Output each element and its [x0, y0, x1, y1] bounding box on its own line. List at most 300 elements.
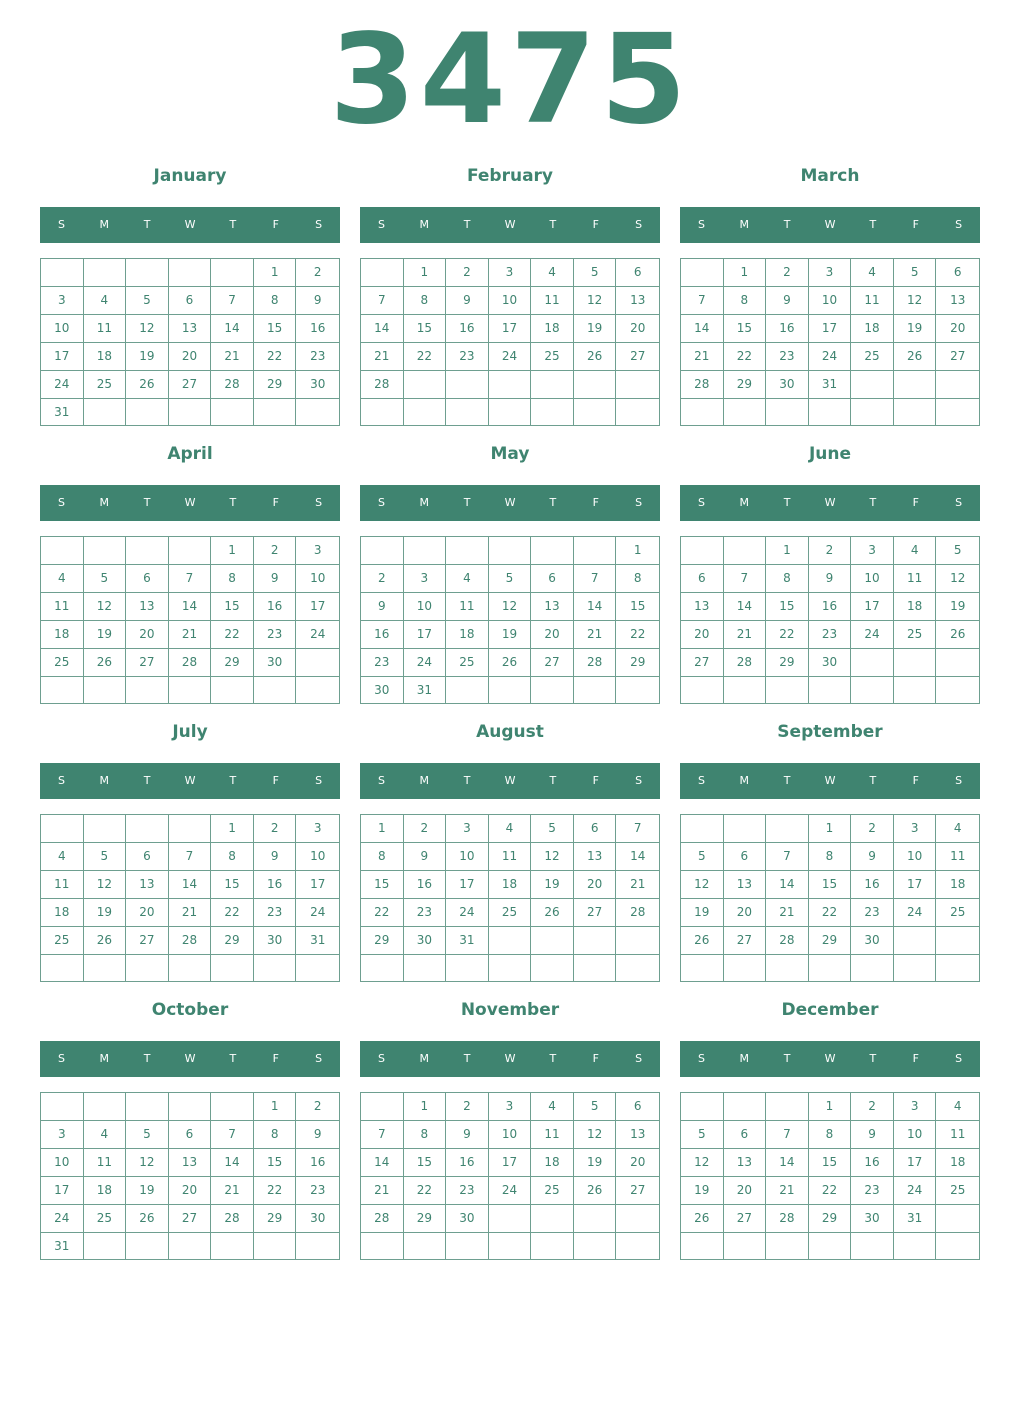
empty-day-cell: [681, 1233, 724, 1259]
weekday-label: M: [419, 774, 430, 787]
empty-day-cell: [211, 1233, 254, 1260]
day-cell: 18: [851, 315, 894, 343]
day-cell: 31: [446, 927, 489, 955]
day-cell: 22: [254, 343, 297, 371]
day-cell: 14: [211, 315, 254, 343]
day-cell: 2: [809, 537, 852, 565]
day-cell: 30: [296, 371, 339, 399]
day-cell: 29: [809, 927, 852, 955]
weekday-label: S: [377, 774, 385, 787]
day-cell: 17: [446, 871, 489, 899]
empty-day-cell: [851, 677, 894, 703]
day-cell: 21: [766, 1177, 809, 1205]
day-cell: 10: [809, 287, 852, 315]
day-cell: 23: [296, 1177, 339, 1205]
day-cell: 13: [724, 871, 767, 899]
empty-day-cell: [574, 927, 617, 955]
empty-day-cell: [169, 1233, 212, 1260]
day-cell: 31: [809, 371, 852, 399]
day-cell: 11: [851, 287, 894, 315]
day-cell: 19: [126, 1177, 169, 1205]
day-cell: 11: [41, 593, 84, 621]
day-cell: 21: [211, 343, 254, 371]
empty-day-cell: [766, 1233, 809, 1259]
day-cell: 8: [809, 843, 852, 871]
empty-day-cell: [489, 1233, 532, 1259]
weekday-label: S: [57, 218, 65, 231]
day-cell: 8: [211, 843, 254, 871]
empty-day-cell: [211, 955, 254, 981]
day-cell: 28: [766, 1205, 809, 1233]
weekday-label: F: [912, 218, 919, 231]
day-cell: 8: [211, 565, 254, 593]
weekday-label: S: [697, 1052, 705, 1065]
weekday-label: T: [869, 218, 877, 231]
weekday-label: W: [184, 496, 196, 509]
day-cell: 10: [404, 593, 447, 621]
day-grid: [40, 258, 340, 426]
month-title: April: [167, 444, 213, 464]
weekday-header: [680, 1041, 980, 1077]
day-cell: 19: [489, 621, 532, 649]
weekday-label: W: [824, 1052, 836, 1065]
day-cell: 30: [446, 1205, 489, 1233]
day-cell: 31: [41, 399, 84, 426]
day-cell: 26: [681, 1205, 724, 1233]
day-cell: 24: [851, 621, 894, 649]
weekday-label: T: [463, 496, 471, 509]
day-cell: 16: [404, 871, 447, 899]
day-cell: 11: [84, 315, 127, 343]
empty-day-cell: [169, 537, 212, 565]
day-cell: 20: [126, 899, 169, 927]
month-title: October: [151, 1000, 229, 1020]
empty-day-cell: [41, 815, 84, 843]
day-cell: 26: [574, 1177, 617, 1205]
day-cell: 17: [296, 871, 339, 899]
day-cell: 3: [809, 259, 852, 287]
empty-day-cell: [489, 399, 532, 425]
empty-day-cell: [851, 399, 894, 425]
day-cell: 27: [616, 343, 659, 371]
day-cell: 30: [851, 1205, 894, 1233]
empty-day-cell: [574, 1205, 617, 1233]
empty-day-cell: [404, 537, 447, 565]
day-cell: 19: [531, 871, 574, 899]
empty-day-cell: [446, 371, 489, 399]
empty-day-cell: [361, 955, 404, 981]
day-cell: 7: [169, 565, 212, 593]
day-cell: 28: [169, 927, 212, 955]
weekday-label: S: [57, 496, 65, 509]
weekday-label: T: [549, 1052, 557, 1065]
day-cell: 22: [766, 621, 809, 649]
empty-day-cell: [41, 677, 84, 703]
empty-day-cell: [169, 955, 212, 981]
day-cell: 27: [724, 1205, 767, 1233]
day-cell: 14: [361, 1149, 404, 1177]
empty-day-cell: [169, 677, 212, 703]
day-cell: 9: [361, 593, 404, 621]
empty-day-cell: [766, 815, 809, 843]
weekday-label: T: [783, 218, 791, 231]
empty-day-cell: [574, 399, 617, 425]
empty-day-cell: [126, 537, 169, 565]
day-cell: 1: [254, 259, 297, 287]
day-cell: 3: [489, 259, 532, 287]
day-cell: 11: [84, 1149, 127, 1177]
weekday-label: T: [463, 774, 471, 787]
weekday-label: M: [419, 1052, 430, 1065]
weekday-label: F: [272, 1052, 279, 1065]
day-cell: 9: [296, 1121, 339, 1149]
day-cell: 28: [681, 371, 724, 399]
weekday-label: W: [504, 774, 516, 787]
empty-day-cell: [894, 649, 937, 677]
day-cell: 27: [169, 371, 212, 399]
day-cell: 2: [254, 815, 297, 843]
day-cell: 10: [894, 843, 937, 871]
day-cell: 29: [361, 927, 404, 955]
empty-day-cell: [724, 1093, 767, 1121]
day-cell: 29: [809, 1205, 852, 1233]
day-cell: 10: [41, 1149, 84, 1177]
day-cell: 1: [254, 1093, 297, 1121]
day-cell: 8: [404, 1121, 447, 1149]
weekday-label: M: [419, 496, 430, 509]
weekday-label: T: [549, 218, 557, 231]
day-cell: 11: [41, 871, 84, 899]
day-cell: 3: [851, 537, 894, 565]
day-cell: 14: [766, 871, 809, 899]
day-cell: 4: [936, 1093, 979, 1121]
weekday-label: S: [635, 218, 643, 231]
month-title: February: [466, 166, 554, 186]
day-cell: 2: [361, 565, 404, 593]
empty-day-cell: [126, 677, 169, 703]
weekday-label: W: [184, 218, 196, 231]
day-cell: 4: [531, 259, 574, 287]
weekday-label: T: [463, 218, 471, 231]
day-cell: 10: [489, 287, 532, 315]
empty-day-cell: [574, 955, 617, 981]
empty-day-cell: [531, 927, 574, 955]
empty-day-cell: [809, 677, 852, 703]
day-cell: 2: [851, 1093, 894, 1121]
day-cell: 16: [766, 315, 809, 343]
empty-day-cell: [41, 1093, 84, 1121]
day-cell: 4: [41, 565, 84, 593]
weekday-header: [40, 207, 340, 243]
day-cell: 3: [894, 815, 937, 843]
empty-day-cell: [936, 649, 979, 677]
day-cell: 1: [809, 1093, 852, 1121]
empty-day-cell: [84, 1233, 127, 1260]
day-grid: [360, 536, 660, 704]
day-cell: 1: [766, 537, 809, 565]
day-cell: 20: [169, 343, 212, 371]
day-cell: 14: [169, 871, 212, 899]
day-cell: 1: [361, 815, 404, 843]
weekday-label: T: [869, 774, 877, 787]
day-cell: 15: [211, 593, 254, 621]
empty-day-cell: [681, 955, 724, 981]
year-title: 3475: [329, 8, 691, 152]
day-cell: 19: [681, 899, 724, 927]
day-cell: 10: [41, 315, 84, 343]
empty-day-cell: [809, 399, 852, 425]
weekday-label: S: [57, 774, 65, 787]
weekday-label: F: [272, 218, 279, 231]
day-cell: 12: [84, 593, 127, 621]
day-cell: 7: [616, 815, 659, 843]
empty-day-cell: [361, 399, 404, 425]
empty-day-cell: [446, 955, 489, 981]
day-cell: 4: [936, 815, 979, 843]
day-cell: 24: [296, 899, 339, 927]
empty-day-cell: [361, 259, 404, 287]
day-cell: 29: [254, 1205, 297, 1233]
month-title: August: [476, 722, 544, 742]
empty-day-cell: [211, 1093, 254, 1121]
weekday-header: [680, 763, 980, 799]
day-cell: 15: [404, 1149, 447, 1177]
day-cell: 13: [936, 287, 979, 315]
weekday-label: T: [143, 496, 151, 509]
day-cell: 27: [574, 899, 617, 927]
empty-day-cell: [489, 537, 532, 565]
day-cell: 4: [531, 1093, 574, 1121]
day-cell: 17: [489, 1149, 532, 1177]
day-cell: 8: [254, 287, 297, 315]
day-cell: 28: [616, 899, 659, 927]
month-title: June: [808, 444, 852, 464]
empty-day-cell: [211, 677, 254, 703]
empty-day-cell: [446, 1233, 489, 1259]
empty-day-cell: [936, 1205, 979, 1233]
empty-day-cell: [809, 1233, 852, 1259]
day-cell: 21: [574, 621, 617, 649]
empty-day-cell: [766, 955, 809, 981]
empty-day-cell: [681, 815, 724, 843]
empty-day-cell: [894, 955, 937, 981]
day-cell: 25: [489, 899, 532, 927]
day-cell: 15: [361, 871, 404, 899]
day-cell: 13: [169, 315, 212, 343]
weekday-label: S: [315, 496, 323, 509]
day-grid: [40, 1092, 340, 1260]
empty-day-cell: [851, 649, 894, 677]
empty-day-cell: [41, 955, 84, 981]
day-cell: 28: [766, 927, 809, 955]
day-cell: 8: [809, 1121, 852, 1149]
day-cell: 7: [211, 287, 254, 315]
weekday-label: T: [143, 218, 151, 231]
day-cell: 3: [446, 815, 489, 843]
day-cell: 21: [681, 343, 724, 371]
day-cell: 18: [84, 343, 127, 371]
day-cell: 14: [616, 843, 659, 871]
day-cell: 25: [531, 1177, 574, 1205]
day-cell: 2: [446, 259, 489, 287]
month-title: May: [490, 444, 530, 464]
day-cell: 3: [296, 815, 339, 843]
weekday-header: [40, 1041, 340, 1077]
empty-day-cell: [84, 1093, 127, 1121]
day-cell: 18: [936, 871, 979, 899]
month-title: January: [153, 166, 227, 186]
empty-day-cell: [296, 955, 339, 981]
day-cell: 30: [361, 677, 404, 704]
empty-day-cell: [84, 537, 127, 565]
weekday-label: T: [229, 218, 237, 231]
day-cell: 9: [446, 287, 489, 315]
day-grid: [680, 1092, 980, 1260]
month-title: July: [172, 722, 208, 742]
weekday-label: M: [99, 496, 110, 509]
empty-day-cell: [531, 537, 574, 565]
day-cell: 30: [766, 371, 809, 399]
day-cell: 25: [894, 621, 937, 649]
day-cell: 7: [681, 287, 724, 315]
day-cell: 25: [84, 1205, 127, 1233]
weekday-label: W: [824, 218, 836, 231]
day-cell: 30: [254, 927, 297, 955]
day-cell: 28: [724, 649, 767, 677]
day-cell: 10: [489, 1121, 532, 1149]
empty-day-cell: [84, 259, 127, 287]
empty-day-cell: [936, 1233, 979, 1259]
day-cell: 6: [936, 259, 979, 287]
day-cell: 15: [254, 1149, 297, 1177]
day-cell: 8: [361, 843, 404, 871]
day-cell: 20: [724, 1177, 767, 1205]
day-cell: 23: [254, 621, 297, 649]
empty-day-cell: [681, 677, 724, 703]
day-cell: 7: [169, 843, 212, 871]
weekday-label: M: [739, 1052, 750, 1065]
day-cell: 15: [766, 593, 809, 621]
day-cell: 13: [681, 593, 724, 621]
day-cell: 21: [361, 1177, 404, 1205]
empty-day-cell: [41, 537, 84, 565]
day-cell: 2: [766, 259, 809, 287]
empty-day-cell: [616, 927, 659, 955]
empty-day-cell: [574, 371, 617, 399]
empty-day-cell: [126, 259, 169, 287]
weekday-label: T: [143, 774, 151, 787]
day-cell: 7: [211, 1121, 254, 1149]
day-cell: 1: [211, 815, 254, 843]
day-cell: 24: [41, 371, 84, 399]
day-cell: 9: [809, 565, 852, 593]
day-cell: 12: [574, 1121, 617, 1149]
day-cell: 9: [851, 1121, 894, 1149]
day-cell: 10: [296, 565, 339, 593]
empty-day-cell: [681, 537, 724, 565]
weekday-label: M: [419, 218, 430, 231]
day-cell: 8: [724, 287, 767, 315]
empty-day-cell: [489, 677, 532, 704]
empty-day-cell: [126, 955, 169, 981]
empty-day-cell: [766, 1093, 809, 1121]
day-cell: 3: [41, 1121, 84, 1149]
month-title: March: [800, 166, 860, 186]
weekday-label: S: [315, 1052, 323, 1065]
day-cell: 11: [894, 565, 937, 593]
day-cell: 26: [126, 1205, 169, 1233]
day-cell: 19: [84, 899, 127, 927]
day-cell: 23: [446, 343, 489, 371]
day-cell: 16: [851, 871, 894, 899]
day-cell: 3: [404, 565, 447, 593]
empty-day-cell: [851, 955, 894, 981]
day-cell: 18: [41, 621, 84, 649]
day-cell: 2: [296, 1093, 339, 1121]
day-cell: 1: [211, 537, 254, 565]
day-cell: 5: [531, 815, 574, 843]
day-cell: 2: [404, 815, 447, 843]
day-cell: 17: [296, 593, 339, 621]
day-cell: 26: [894, 343, 937, 371]
empty-day-cell: [169, 399, 212, 426]
empty-day-cell: [531, 677, 574, 704]
day-cell: 24: [296, 621, 339, 649]
day-cell: 9: [404, 843, 447, 871]
empty-day-cell: [681, 399, 724, 425]
day-cell: 13: [531, 593, 574, 621]
day-cell: 30: [809, 649, 852, 677]
day-cell: 6: [531, 565, 574, 593]
empty-day-cell: [894, 927, 937, 955]
weekday-header: [360, 485, 660, 521]
weekday-label: S: [697, 496, 705, 509]
day-cell: 5: [936, 537, 979, 565]
day-cell: 16: [361, 621, 404, 649]
day-cell: 23: [404, 899, 447, 927]
day-cell: 23: [851, 899, 894, 927]
day-cell: 25: [851, 343, 894, 371]
empty-day-cell: [84, 677, 127, 703]
day-cell: 8: [254, 1121, 297, 1149]
day-cell: 28: [211, 371, 254, 399]
empty-day-cell: [724, 537, 767, 565]
empty-day-cell: [84, 815, 127, 843]
day-cell: 22: [211, 899, 254, 927]
day-cell: 16: [851, 1149, 894, 1177]
day-cell: 1: [809, 815, 852, 843]
day-cell: 15: [404, 315, 447, 343]
day-cell: 8: [404, 287, 447, 315]
weekday-label: W: [504, 496, 516, 509]
day-cell: 15: [254, 315, 297, 343]
day-cell: 23: [361, 649, 404, 677]
day-cell: 27: [681, 649, 724, 677]
day-cell: 2: [254, 537, 297, 565]
day-cell: 22: [404, 1177, 447, 1205]
day-cell: 20: [616, 1149, 659, 1177]
day-cell: 29: [211, 927, 254, 955]
day-cell: 19: [574, 315, 617, 343]
day-cell: 31: [296, 927, 339, 955]
weekday-label: F: [592, 496, 599, 509]
day-cell: 15: [809, 1149, 852, 1177]
day-cell: 19: [84, 621, 127, 649]
weekday-label: M: [739, 496, 750, 509]
empty-day-cell: [361, 1233, 404, 1259]
day-cell: 17: [894, 1149, 937, 1177]
day-grid: [360, 814, 660, 982]
